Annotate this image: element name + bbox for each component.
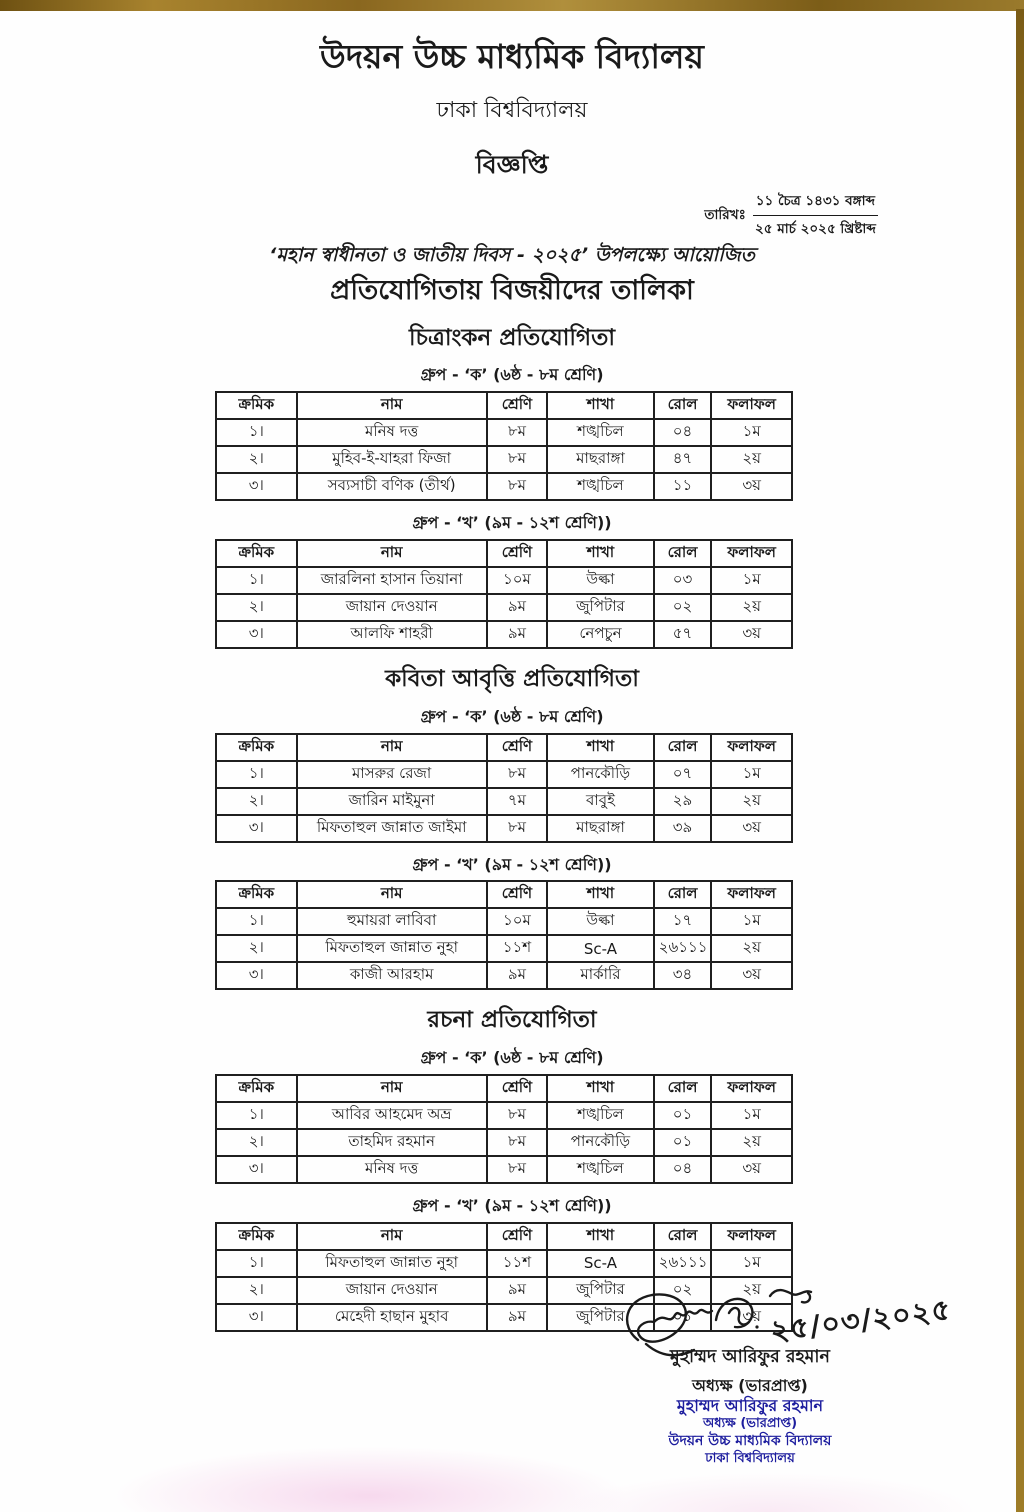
photo-bottom-smudge	[110, 1446, 630, 1512]
cell-roll: ১১	[654, 473, 712, 500]
cell-branch: বাবুই	[547, 788, 654, 815]
date-bangla-calendar: ১১ চৈত্র ১৪৩১ বঙ্গাব্দ	[753, 190, 878, 216]
table-row	[216, 567, 792, 594]
cell-name: সব্যসাচী বণিক (তীর্থ)	[297, 473, 487, 500]
cell-branch: শঙ্খচিল	[547, 473, 654, 500]
table-row	[216, 473, 792, 500]
table-row	[216, 594, 792, 621]
cell-result: ৩য়	[711, 621, 792, 648]
cell-class: ১১শ	[487, 935, 547, 962]
cell-name: মিফতাহুল জান্নাত জাইমা	[297, 815, 487, 842]
table-header-row	[216, 1075, 792, 1102]
cell-roll: ৫৭	[654, 621, 712, 648]
column-header: ফলাফল	[711, 734, 792, 761]
cell-name: জায়ান দেওয়ান	[297, 1277, 487, 1304]
cell-result: ১ম	[711, 908, 792, 935]
cell-branch: শঙ্খচিল	[547, 419, 654, 446]
column-header: ক্রমিক	[216, 1223, 297, 1250]
cell-roll: ০৪	[654, 1156, 712, 1183]
cell-serial: ১।	[216, 419, 297, 446]
cell-class: ৮ম	[487, 1129, 547, 1156]
column-header: রোল	[654, 734, 712, 761]
table-row	[216, 815, 792, 842]
cell-serial: ১।	[216, 1102, 297, 1129]
cell-branch: নেপচুন	[547, 621, 654, 648]
occasion-line: ‘মহান স্বাধীনতা ও জাতীয় দিবস - ২০২৫’ উপলক্ষ্যে আয়োজিত	[269, 244, 755, 266]
signatory-designation: অধ্যক্ষ (ভারপ্রাপ্ত)	[692, 1376, 808, 1395]
cell-serial: ৩।	[216, 815, 297, 842]
column-header: ফলাফল	[711, 1075, 792, 1102]
cell-class: ৯ম	[487, 621, 547, 648]
cell-result: ২য়	[711, 446, 792, 473]
cell-class: ১০ম	[487, 567, 547, 594]
cell-roll: ৩৯	[654, 815, 712, 842]
column-header: ফলাফল	[711, 1223, 792, 1250]
table-row	[216, 788, 792, 815]
table-header-row	[216, 1223, 792, 1250]
cell-result: ৩য়	[711, 815, 792, 842]
column-header: ক্রমিক	[216, 540, 297, 567]
cell-result: ২য়	[711, 1129, 792, 1156]
cell-name: আলফি শাহরী	[297, 621, 487, 648]
cell-roll: ০১	[654, 1304, 712, 1331]
column-header: ক্রমিক	[216, 734, 297, 761]
cell-serial: ১।	[216, 761, 297, 788]
cell-roll: ৪৭	[654, 446, 712, 473]
cell-roll: ৩৪	[654, 962, 712, 989]
cell-name: তাহমিদ রহমান	[297, 1129, 487, 1156]
cell-name: হুমায়রা লাবিবা	[297, 908, 487, 935]
column-header: নাম	[297, 881, 487, 908]
cell-name: জারিন মাইমুনা	[297, 788, 487, 815]
table-header-row	[216, 881, 792, 908]
cell-branch: মাছরাঙ্গা	[547, 446, 654, 473]
cell-class: ৯ম	[487, 1277, 547, 1304]
cell-result: ১ম	[711, 419, 792, 446]
column-header: শ্রেণি	[487, 540, 547, 567]
cell-serial: ১।	[216, 1250, 297, 1277]
cell-result: ৩য়	[711, 473, 792, 500]
column-header: রোল	[654, 1223, 712, 1250]
cell-roll: ০৭	[654, 761, 712, 788]
cell-class: ৮ম	[487, 815, 547, 842]
date-label: তারিখঃ	[704, 207, 746, 223]
cell-name: মনিষ দত্ত	[297, 419, 487, 446]
table-row	[216, 419, 792, 446]
cell-name: মেহেদী হাছান মুহাব	[297, 1304, 487, 1331]
cell-serial: ৩।	[216, 962, 297, 989]
cell-result: ১ম	[711, 761, 792, 788]
signature-handwritten-date: ২৫/০৩/২০২৫	[768, 1292, 954, 1348]
results-table	[215, 1074, 793, 1184]
cell-branch: মার্কারি	[547, 962, 654, 989]
date-gregorian-calendar: ২৫ মার্চ ২০২৫ খ্রিষ্টাব্দ	[754, 221, 876, 237]
cell-serial: ২।	[216, 594, 297, 621]
results-table	[215, 733, 793, 843]
column-header: নাম	[297, 734, 487, 761]
table-row	[216, 962, 792, 989]
results-table	[215, 539, 793, 649]
table-row	[216, 908, 792, 935]
table-header-row	[216, 734, 792, 761]
cell-class: ৮ম	[487, 419, 547, 446]
university-name: ঢাকা বিশ্ববিদ্যালয়	[436, 98, 588, 124]
table-row	[216, 1156, 792, 1183]
group-label: গ্রুপ - ‘খ’ (৯ম - ১২শ শ্রেণি))	[412, 513, 612, 533]
cell-name: মাসরুর রেজা	[297, 761, 487, 788]
cell-name: মনিষ দত্ত	[297, 1156, 487, 1183]
cell-result: ২য়	[711, 1277, 792, 1304]
column-header: ক্রমিক	[216, 392, 297, 419]
column-header: শ্রেণি	[487, 1223, 547, 1250]
column-header: শ্রেণি	[487, 881, 547, 908]
column-header: ক্রমিক	[216, 881, 297, 908]
competition-section	[0, 665, 1024, 990]
school-name: উদয়ন উচ্চ মাধ্যমিক বিদ্যালয়	[320, 37, 704, 76]
cell-branch: মাছরাঙ্গা	[547, 815, 654, 842]
cell-serial: ২।	[216, 1129, 297, 1156]
signatory-name: মুহাম্মদ আরিফুর রহমান	[670, 1347, 830, 1367]
cell-result: ১ম	[711, 567, 792, 594]
notice-header	[0, 0, 1024, 180]
cell-name: আবির আহমেদ অভ্র	[297, 1102, 487, 1129]
cell-roll: ০২	[654, 594, 712, 621]
stamp-name: মুহাম্মদ আরিফুর রহমান	[676, 1396, 824, 1415]
column-header: শাখা	[547, 734, 654, 761]
notice-title: বিজ্ঞপ্তি	[475, 149, 549, 179]
cell-result: ৩য়	[711, 1304, 792, 1331]
cell-serial: ১।	[216, 567, 297, 594]
cell-roll: ০৪	[654, 419, 712, 446]
column-header: ফলাফল	[711, 540, 792, 567]
cell-roll: ১৭	[654, 908, 712, 935]
table-row	[216, 1250, 792, 1277]
stamp-designation: অধ্যক্ষ (ভারপ্রাপ্ত)	[702, 1416, 798, 1431]
cell-serial: ৩।	[216, 1304, 297, 1331]
column-header: শাখা	[547, 392, 654, 419]
results-table	[215, 880, 793, 990]
cell-serial: ৩।	[216, 1156, 297, 1183]
cell-class: ৯ম	[487, 962, 547, 989]
stamp-university: ঢাকা বিশ্ববিদ্যালয়	[705, 1451, 795, 1466]
group-label: গ্রুপ - ‘খ’ (৯ম - ১২শ শ্রেণি))	[412, 854, 612, 874]
cell-class: ৮ম	[487, 446, 547, 473]
column-header: ফলাফল	[711, 881, 792, 908]
cell-name: মুহিব-ই-যাহরা ফিজা	[297, 446, 487, 473]
cell-roll: ২৬১১১	[654, 1250, 712, 1277]
column-header: নাম	[297, 392, 487, 419]
principal-stamp	[560, 1396, 940, 1467]
cell-branch: জুপিটার	[547, 1277, 654, 1304]
cell-branch: পানকৌড়ি	[547, 1129, 654, 1156]
cell-serial: ৩।	[216, 621, 297, 648]
cell-roll: ০২	[654, 1277, 712, 1304]
table-row	[216, 1102, 792, 1129]
group-label: গ্রুপ - ‘খ’ (৯ম - ১২শ শ্রেণি))	[412, 1196, 612, 1216]
cell-branch: শঙ্খচিল	[547, 1102, 654, 1129]
competition-section	[0, 324, 1024, 649]
cell-class: ৮ম	[487, 473, 547, 500]
cell-roll: ০১	[654, 1102, 712, 1129]
photo-edge-right	[1016, 9, 1024, 1512]
results-table	[215, 391, 793, 501]
cell-roll: ০৩	[654, 567, 712, 594]
cell-roll: ২৬১১১	[654, 935, 712, 962]
cell-result: ১ম	[711, 1102, 792, 1129]
cell-serial: ২।	[216, 1277, 297, 1304]
cell-branch: পানকৌড়ি	[547, 761, 654, 788]
cell-branch: উল্কা	[547, 908, 654, 935]
column-header: নাম	[297, 1223, 487, 1250]
cell-result: ২য়	[711, 935, 792, 962]
table-row	[216, 935, 792, 962]
table-row	[216, 1129, 792, 1156]
cell-branch: উল্কা	[547, 567, 654, 594]
cell-branch: জুপিটার	[547, 594, 654, 621]
competition-title: রচনা প্রতিযোগিতা	[427, 1007, 597, 1034]
date-fraction	[753, 190, 878, 241]
group-label: গ্রুপ - ‘ক’ (৬ষ্ঠ - ৮ম শ্রেণি)	[420, 1048, 604, 1068]
column-header: নাম	[297, 1075, 487, 1102]
cell-class: ৯ম	[487, 594, 547, 621]
table-row	[216, 621, 792, 648]
cell-name: কাজী আরহাম	[297, 962, 487, 989]
table-row	[216, 761, 792, 788]
competition-title: কবিতা আবৃত্তি প্রতিযোগিতা	[385, 665, 639, 692]
column-header: রোল	[654, 1075, 712, 1102]
cell-result: ২য়	[711, 788, 792, 815]
cell-roll: ০১	[654, 1129, 712, 1156]
table-row	[216, 446, 792, 473]
column-header: শ্রেণি	[487, 734, 547, 761]
table-header-row	[216, 392, 792, 419]
column-header: শ্রেণি	[487, 392, 547, 419]
cell-result: ৩য়	[711, 1156, 792, 1183]
cell-result: ২য়	[711, 594, 792, 621]
cell-branch: শঙ্খচিল	[547, 1156, 654, 1183]
cell-name: মিফতাহুল জান্নাত নুহা	[297, 935, 487, 962]
cell-result: ১ম	[711, 1250, 792, 1277]
cell-class: ১১শ	[487, 1250, 547, 1277]
stamp-school: উদয়ন উচ্চ মাধ্যমিক বিদ্যালয়	[668, 1433, 832, 1449]
cell-serial: ১।	[216, 908, 297, 935]
table-header-row	[216, 540, 792, 567]
cell-name: মিফতাহুল জান্নাত নুহা	[297, 1250, 487, 1277]
column-header: শ্রেণি	[487, 1075, 547, 1102]
column-header: রোল	[654, 881, 712, 908]
competition-title: চিত্রাংকন প্রতিযোগিতা	[408, 324, 616, 351]
cell-branch: জুপিটার	[547, 1304, 654, 1331]
winners-list-title: প্রতিযোগিতায় বিজয়ীদের তালিকা	[330, 274, 694, 306]
cell-name: জারলিনা হাসান তিয়ানা	[297, 567, 487, 594]
photo-bottom-smudge-right	[560, 1472, 980, 1512]
cell-branch: Sc-A	[547, 935, 654, 962]
cell-class: ৮ম	[487, 1102, 547, 1129]
cell-class: ৮ম	[487, 1156, 547, 1183]
cell-class: ৮ম	[487, 761, 547, 788]
cell-serial: ২।	[216, 935, 297, 962]
column-header: রোল	[654, 540, 712, 567]
column-header: নাম	[297, 540, 487, 567]
cell-class: ৯ম	[487, 1304, 547, 1331]
photo-edge-top	[0, 0, 1024, 11]
column-header: ক্রমিক	[216, 1075, 297, 1102]
cell-result: ৩য়	[711, 962, 792, 989]
column-header: রোল	[654, 392, 712, 419]
cell-branch: Sc-A	[547, 1250, 654, 1277]
column-header: ফলাফল	[711, 392, 792, 419]
column-header: শাখা	[547, 1075, 654, 1102]
group-label: গ্রুপ - ‘ক’ (৬ষ্ঠ - ৮ম শ্রেণি)	[420, 706, 604, 726]
cell-serial: ৩।	[216, 473, 297, 500]
cell-serial: ২।	[216, 788, 297, 815]
group-label: গ্রুপ - ‘ক’ (৬ষ্ঠ - ৮ম শ্রেণি)	[420, 365, 604, 385]
cell-class: ১০ম	[487, 908, 547, 935]
column-header: শাখা	[547, 881, 654, 908]
sections-container	[0, 324, 1024, 1332]
column-header: শাখা	[547, 540, 654, 567]
date-block	[704, 190, 878, 241]
cell-serial: ২।	[216, 446, 297, 473]
cell-roll: ২৯	[654, 788, 712, 815]
cell-name: জায়ান দেওয়ান	[297, 594, 487, 621]
cell-class: ৭ম	[487, 788, 547, 815]
column-header: শাখা	[547, 1223, 654, 1250]
competition-section	[0, 1006, 1024, 1331]
